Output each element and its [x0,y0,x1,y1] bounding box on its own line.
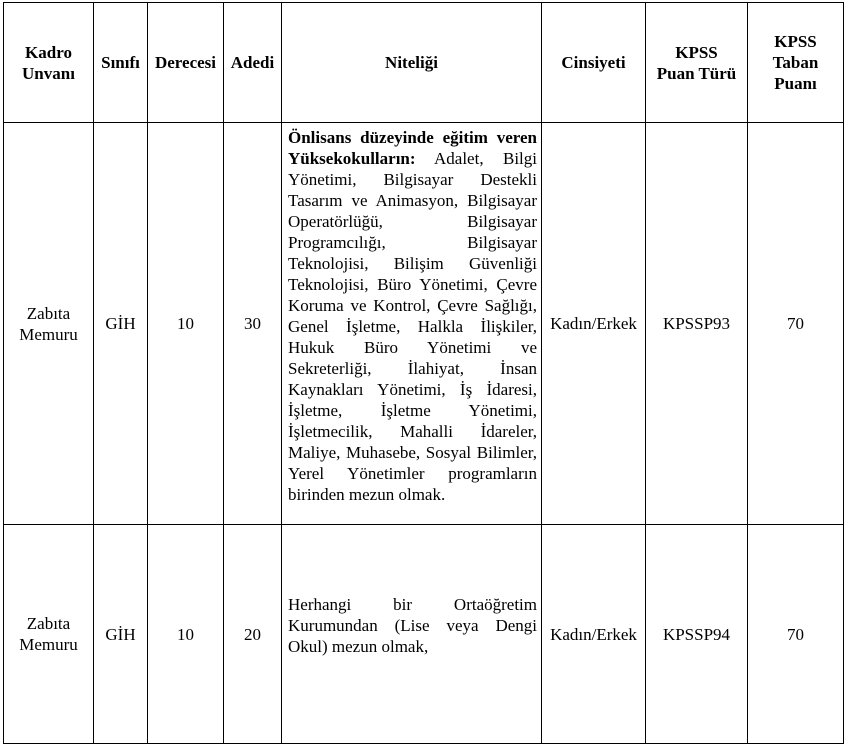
header-adedi: Adedi [224,3,282,123]
cell-sinifi: GİH [94,525,148,744]
header-puan-turu-line1: KPSS [675,42,718,62]
header-taban-line3: Puanı [774,74,817,93]
cell-taban-puani: 70 [748,525,844,744]
header-derecesi: Derecesi [148,3,224,123]
cell-derecesi: 10 [148,123,224,525]
header-taban-line1: KPSS [774,32,817,51]
cell-niteligi: Herhangi bir Ortaöğretim Kurumundan (Lise veya Dengi Okul) mezun olmak, [282,525,542,744]
header-kadro-line2: Unvanı [22,63,75,83]
cell-puan-turu: KPSSP94 [646,525,748,744]
cell-kadro-unvani [4,123,94,525]
header-row [4,3,844,123]
cell-niteligi [282,123,542,525]
header-cinsiyeti: Cinsiyeti [542,3,646,123]
unvan-line1: Zabıta [26,303,71,323]
nitelik-lead: Önlisans düzeyinde eğitim veren Yüksekokulların: [288,128,537,168]
kadro-table [3,2,844,744]
header-niteligi: Niteliği [282,3,542,123]
table-row [4,123,844,525]
cell-cinsiyeti: Kadın/Erkek [542,123,646,525]
unvan-line1: Zabıta [26,614,71,633]
cell-sinifi: GİH [94,123,148,525]
cell-derecesi: 10 [148,525,224,744]
header-taban-line2: Taban [772,53,819,72]
table-row [4,525,844,744]
cell-puan-turu: KPSSP93 [646,123,748,525]
nitelik-text: Adalet, Bilgi Yönetimi, Bilgisayar Destekli Tasarım ve Animasyon, Bilgisayar Operatörlüğü, Bilgisayar Programcılığı, Bilgisayar Teknolojisi, Bilişim Güvenliği Teknolojisi, Büro Yönetimi, Çevre Koruma ve Kontrol, Çevre Sağlığı, Genel İşletme, Halkla İlişkiler, Hukuk Büro Yönetimi ve Sekreterliği, İlahiyat, İnsan Kaynakları Yönetimi, İş İdaresi, İşletme, İşletme Yönetimi, İşletmecilik, Mahalli İdareler, Maliye, Muhasebe, Sosyal Bilimler, Yerel Yönetimler programların birinden mezun olmak. [288,149,537,504]
cell-adedi: 30 [224,123,282,525]
cell-cinsiyeti: Kadın/Erkek [542,525,646,744]
header-puan-turu-line2: Puan Türü [656,63,737,83]
unvan-line2: Memuru [19,635,78,654]
header-sinifi: Sınıfı [94,3,148,123]
header-kadro-line1: Kadro [25,42,72,62]
cell-adedi: 20 [224,525,282,744]
header-kadro-unvani [4,3,94,123]
header-puan-turu [646,3,748,123]
cell-kadro-unvani [4,525,94,744]
header-taban-puani [748,3,844,123]
unvan-line2: Memuru [19,324,78,344]
cell-taban-puani: 70 [748,123,844,525]
